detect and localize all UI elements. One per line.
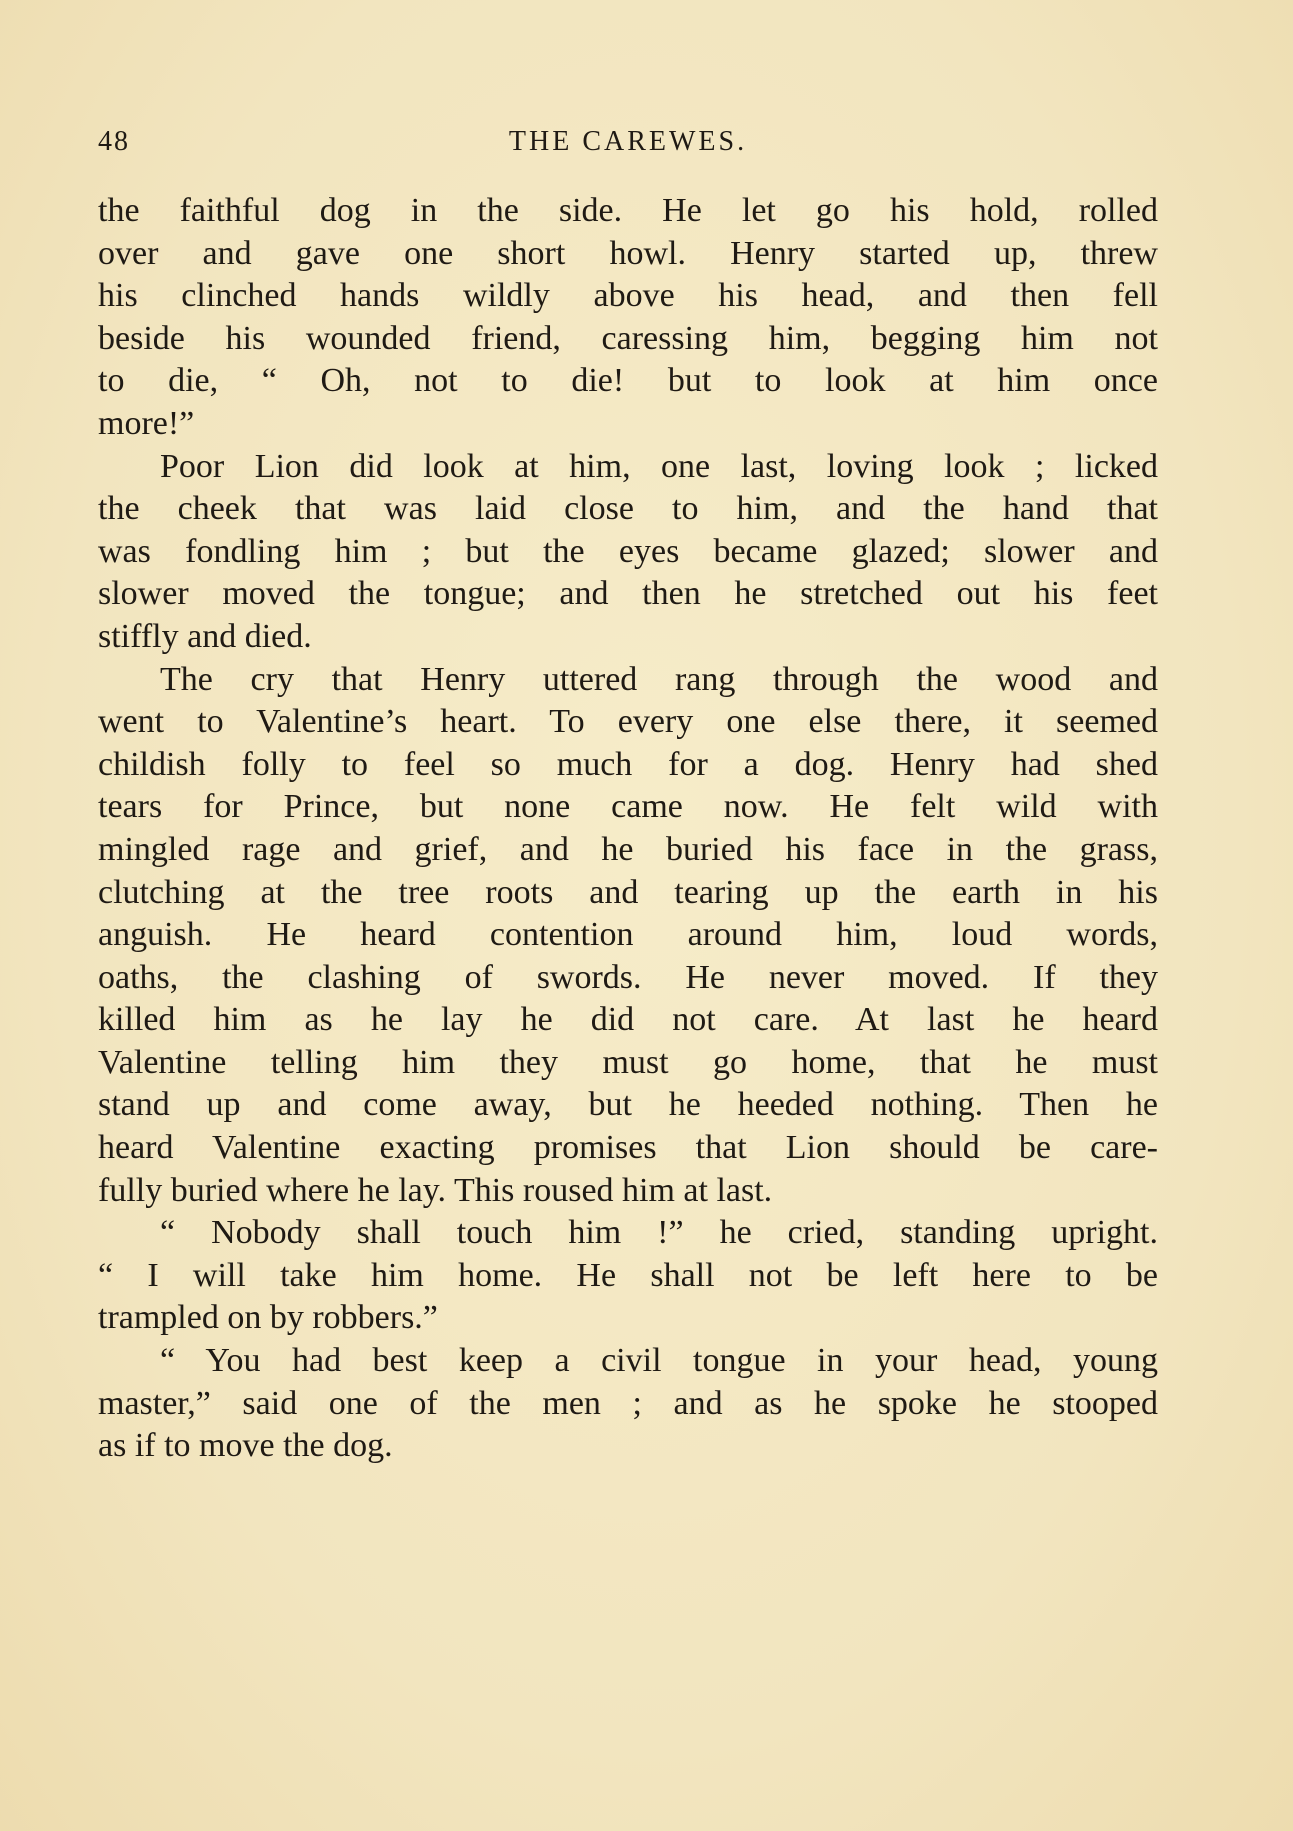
text-line: to die, “ Oh, not to die! but to look at him once (98, 362, 1158, 400)
text-line: the cheek that was laid close to him, and the hand that (98, 490, 1158, 528)
text-line: slower moved the tongue; and then he stretched out his feet (98, 575, 1158, 613)
text-line: as if to move the dog. (98, 1427, 393, 1465)
body-text (98, 190, 1158, 1468)
text-line: was fondling him ; but the eyes became glazed; slower and (98, 532, 1158, 570)
text-line: killed him as he lay he did not care. At last he heard (98, 1001, 1158, 1039)
text-line: beside his wounded friend, caressing him, begging him not (98, 319, 1158, 357)
text-line: Poor Lion did look at him, one last, loving look ; licked (160, 447, 1158, 485)
text-line: “ Nobody shall touch him !” he cried, standing upright. (160, 1214, 1158, 1252)
text-line: trampled on by robbers.” (98, 1299, 438, 1337)
text-line: stiffly and died. (98, 617, 312, 655)
page-header (98, 126, 1158, 162)
text-line: mingled rage and grief, and he buried his face in the grass, (98, 830, 1158, 868)
text-line: The cry that Henry uttered rang through the wood and (160, 660, 1158, 698)
text-line: childish folly to feel so much for a dog. Henry had shed (98, 745, 1158, 783)
text-line: heard Valentine exacting promises that Lion should be care- (98, 1129, 1158, 1167)
text-line: fully buried where he lay. This roused him at last. (98, 1171, 773, 1209)
running-title: THE CAREWES. (508, 126, 748, 157)
text-line: over and gave one short howl. Henry started up, threw (98, 234, 1158, 272)
text-line: anguish. He heard contention around him, loud words, (98, 916, 1158, 954)
text-line: oaths, the clashing of swords. He never moved. If they (98, 958, 1158, 996)
text-line: the faithful dog in the side. He let go his hold, rolled (98, 192, 1158, 229)
text-line: went to Valentine’s heart. To every one else there, it seemed (98, 703, 1158, 741)
page-number: 48 (98, 126, 130, 157)
text-line: Valentine telling him they must go home, that he must (98, 1043, 1158, 1081)
text-line: tears for Prince, but none came now. He felt wild with (98, 788, 1158, 826)
text-line: his clinched hands wildly above his head, and then fell (98, 277, 1158, 315)
text-line: “ I will take him home. He shall not be left here to be (98, 1256, 1158, 1294)
text-line: “ You had best keep a civil tongue in your head, young (160, 1342, 1158, 1380)
text-line: clutching at the tree roots and tearing up the earth in his (98, 873, 1158, 911)
text-line: master,” said one of the men ; and as he spoke he stooped (98, 1384, 1158, 1422)
text-line: stand up and come away, but he heeded nothing. Then he (98, 1086, 1158, 1124)
text-line: more!” (98, 404, 195, 442)
